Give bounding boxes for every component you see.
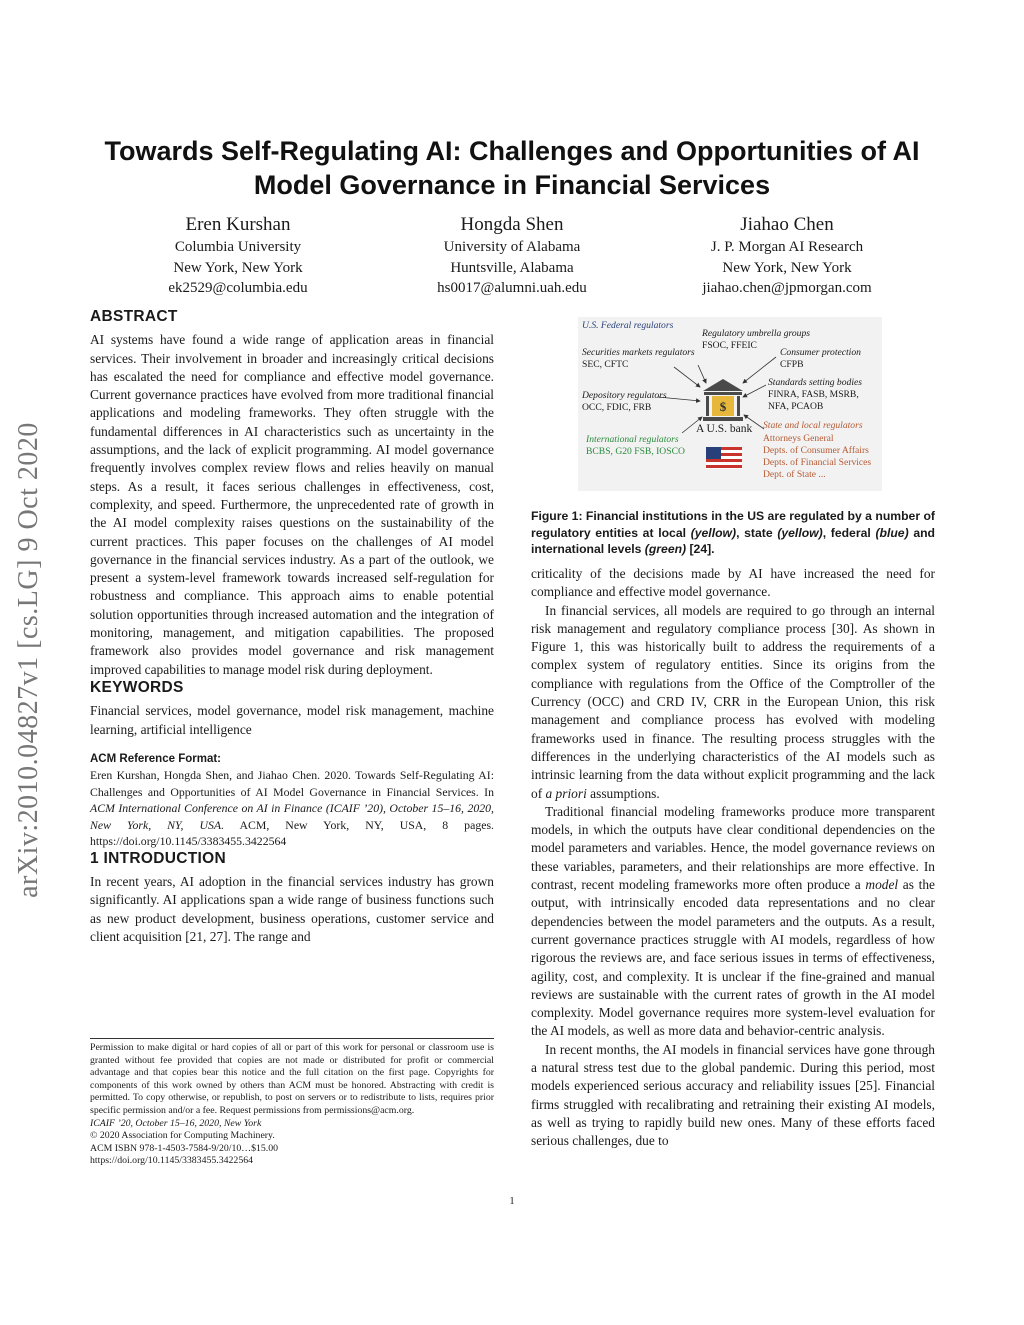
paragraph: In recent months, the AI models in financial services have gone through a natural stress test due to the global pandemic. During this period, most models experienced serious accuracy and reliability issues [25]. Financial firms struggled with recalibrating and retraining their existing AI models, as well as trying to rapidly build new ones. Many of these efforts faced serious challenges, due to (531, 1041, 935, 1149)
arxiv-stamp: arXiv:2010.04827v1 [cs.LG] 9 Oct 2020 (13, 422, 44, 898)
umbrella-groups-title: Regulatory umbrella groups (702, 328, 811, 339)
copyright-line: © 2020 Association for Computing Machinery. (90, 1130, 275, 1142)
securities-regulators-items: SEC, CFTC (582, 359, 629, 370)
author-name: Eren Kurshan (185, 214, 291, 235)
page-number: 1 (509, 1196, 515, 1207)
author-name: Hongda Shen (460, 214, 564, 235)
acm-ref-venue: ACM International Conference on AI in Finance (ICAIF ’20), October 15–16, 2020, New York, NY, USA. (90, 801, 494, 832)
author-location: Huntsville, Alabama (450, 259, 574, 276)
standards-bodies-title: Standards setting bodies (768, 377, 862, 388)
author-email: jiahao.chen@jpmorgan.com (702, 280, 872, 296)
standards-bodies-items-2: NFA, PCAOB (768, 401, 824, 412)
international-regulators-title: International regulators (586, 434, 679, 445)
caption-yellow: (yellow) (690, 525, 737, 540)
keywords-heading: KEYWORDS (90, 678, 184, 696)
abstract-text: AI systems have found a wide range of application areas in financial services. Their involvement in broader and increasingly critical decisions has escalated the need for compliance and effective model governance. Current governance practices have evolved from more traditional financial applications and modeling frameworks. They often struggle with the fundamental differences in AI characteristics such as uncertainty in the assumptions, and the lack of explicit programming. AI model governance frequently involves complex review flows and relies heavily on manual steps. As a result, it faces serious challenges in effectiveness, cost, complexity, and speed. Furthermore, the unprecedented rate of growth in the AI model complexity raises questions on the sustainability of the current practices. This paper focuses on the challenges of AI model governance in the financial services industry. As a part of the outlook, we present a system-level framework towards increased self-regulation for robustness and compliance. This approach aims to enable potential solution opportunities through increased automation and the integration of monitoring, management, and mitigation capabilities. The proposed framework also provides model governance and risk management improved capabilities to manage model risk during deployment. (90, 332, 494, 677)
caption-text: , state (736, 525, 778, 540)
state-regulator-item: Dept. of State ... (763, 469, 826, 480)
keywords-text: Financial services, model governance, model risk management, machine learning, artificial intelligence (90, 703, 494, 737)
permission-text: Permission to make digital or hard copies of all or part of this work for personal or classroom use is granted without fee provided that copies are not made or distributed for profit or commercial advantage and that copies bear this notice and the full citation on the first page. Copyrights for components of this work owned by others than ACM must be honored. Abstracting with credit is permitted. To copy otherwise, or republish, to post on servers or to redistribute to lists, requires prior specific permission and/or a fee. Request permissions from permissions@acm.org. (90, 1042, 494, 1116)
caption-text: , federal (822, 525, 876, 540)
us-flag-icon (706, 447, 742, 469)
acm-reference-label: ACM Reference Format: (90, 752, 221, 765)
introduction-heading: 1 INTRODUCTION (90, 849, 226, 867)
acm-ref-text: Eren Kurshan, Hongda Shen, and Jiahao Chen. 2020. Towards Self-Regulating AI: Challenges and Opportunities of AI Model Governance in Financial Services. In (90, 768, 494, 799)
federal-regulators-title: U.S. Federal regulators (582, 320, 674, 331)
permission-footnote (90, 1038, 494, 1168)
emphasis: model (865, 877, 899, 893)
introduction-text: In recent years, AI adoption in the financial services industry has grown significantly. AI applications span a wide range of business functions such as new product development, business operations, customer service and client acquisition [21, 27]. The range and (90, 874, 494, 945)
acm-reference (90, 751, 494, 850)
abstract-heading: ABSTRACT (90, 308, 178, 325)
caption-text: and international levels (531, 525, 935, 556)
paragraph: criticality of the decisions made by AI have increased the need for compliance and effective model governance. (531, 566, 935, 600)
consumer-protection-items: CFPB (780, 359, 804, 370)
left-column (90, 308, 494, 946)
figure-1-caption (531, 508, 935, 558)
isbn-line: ACM ISBN 978-1-4503-7584-9/20/10…$15.00 (90, 1142, 279, 1154)
author-email: ek2529@columbia.edu (168, 280, 308, 296)
author-location: New York, New York (173, 259, 303, 276)
conference-line: ICAIF ’20, October 15–16, 2020, New York (90, 1117, 262, 1129)
author-affiliation: J. P. Morgan AI Research (710, 239, 864, 255)
dollar-sign: $ (719, 399, 727, 414)
author-1 (88, 213, 388, 299)
consumer-protection-title: Consumer protection (780, 347, 861, 358)
emphasis: a priori (545, 785, 587, 801)
author-location: New York, New York (722, 259, 852, 276)
author-3 (637, 213, 937, 299)
securities-regulators-title: Securities markets regulators (582, 347, 695, 358)
figure-1-diagram (578, 317, 882, 491)
caption-blue: (blue) (875, 525, 909, 540)
author-affiliation: University of Alabama (443, 239, 581, 255)
depository-regulators-title: Depository regulators (582, 390, 667, 401)
author-email: hs0017@alumni.uah.edu (437, 280, 587, 296)
standards-bodies-items-1: FINRA, FASB, MSRB, (768, 389, 859, 400)
state-regulator-item: Attorneys General (763, 433, 834, 444)
state-regulators-title: State and local regulators (763, 420, 863, 431)
author-affiliation: Columbia University (174, 239, 302, 255)
caption-text: Financial institutions in the US are regulated by a number of regulatory entities at local (531, 509, 935, 540)
author-2 (362, 213, 662, 299)
right-column (531, 565, 935, 1151)
paragraph: Traditional financial modeling frameworks produce more transparent models, in which the outputs have clear conditional dependencies on the model parameters and variables. Hence, the model governance reviews on these variables, parameters, and their relationships are more effective. In contrast, recent modeling frameworks more often produce a model as the output, with intrinsically encoded data representations and no clear dependencies between the model parameters and the outputs. As a result, current governance practices struggle with AI models, regardless of how rigorous the reviews are, and face serious issues in terms of effectiveness, agility, cost, and complexity. It is unclear if the fine-grained and manual reviews are sustainable with the current rates of growth in the AI model complexity. Model governance requires more system-level evaluation for the AI models, as well as more data and behavior-centric analysis. (531, 803, 935, 1039)
international-regulators-items: BCBS, G20 FSB, IOSCO (586, 446, 685, 457)
author-name: Jiahao Chen (740, 214, 834, 235)
state-regulator-item: Depts. of Financial Services (763, 457, 872, 468)
acm-ref-tail: ACM, New York, NY, USA, 8 pages. https://doi.org/10.1145/3383455.3422564 (90, 817, 494, 849)
paper-title: Towards Self-Regulating AI: Challenges and Opportunities of AI Model Governance in Financial Services (104, 136, 920, 200)
paragraph: In financial services, all models are required to go through an internal risk management and regulatory compliance process [30]. As shown in Figure 1, this was historically built to address the requirements of a complex system of regulatory entities. Since its origins from the compliance with regulations from the Office of the Comptroller of the Currency (OCC) and CRD IV, CRR in the European Union, this risk management and compliance process has evolved with modeling frameworks used in finance. The resulting process struggles with the differences in the underlying characteristics of the AI models such as intrinsic learning from the data without explicit programming and the lack of a priori assumptions. (531, 602, 935, 801)
depository-regulators-items: OCC, FDIC, FRB (582, 402, 652, 413)
caption-yellow: (yellow) (777, 525, 823, 540)
doi-line: https://doi.org/10.1145/3383455.3422564 (90, 1155, 254, 1167)
caption-label: Figure 1: (531, 509, 583, 523)
umbrella-groups-items: FSOC, FFEIC (702, 340, 757, 351)
caption-text: [24]. (686, 542, 715, 556)
bank-label: A U.S. bank (696, 423, 753, 435)
state-regulator-item: Depts. of Consumer Affairs (763, 445, 869, 456)
caption-green: (green) (644, 542, 687, 556)
